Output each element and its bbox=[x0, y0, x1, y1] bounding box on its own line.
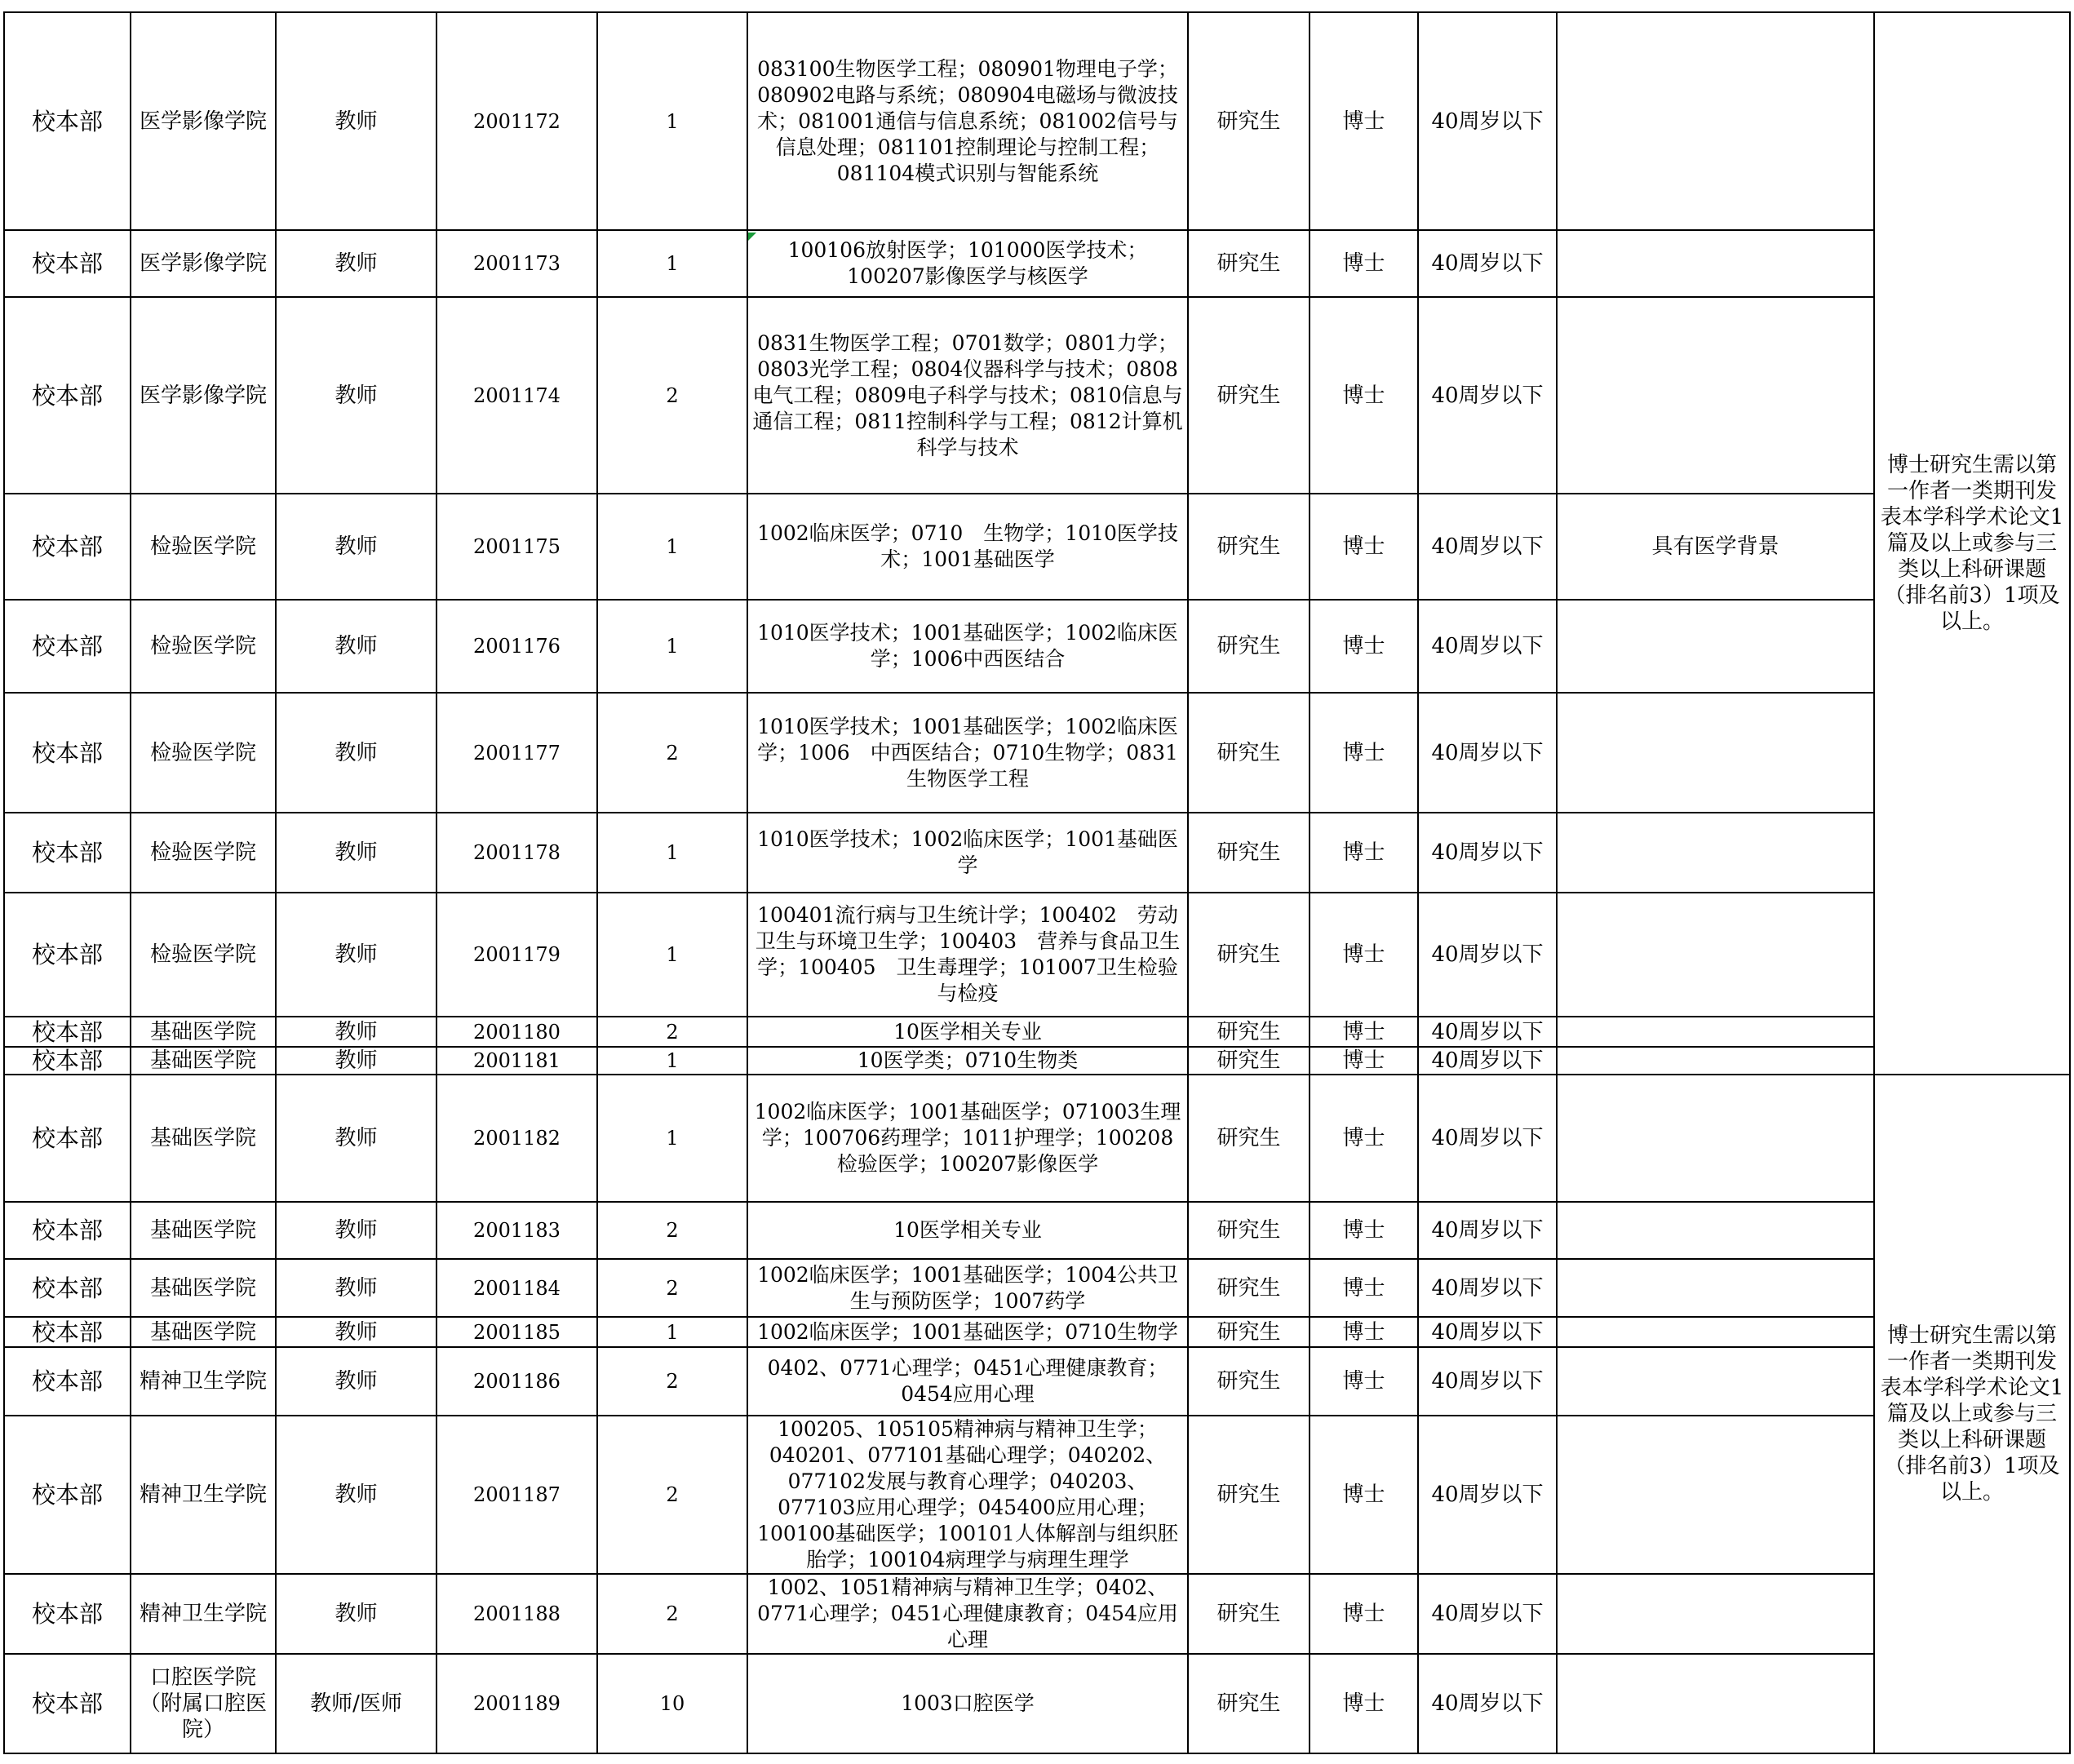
position-cell: 教师 bbox=[276, 12, 437, 230]
headcount-cell: 2 bbox=[597, 693, 747, 813]
table-row bbox=[4, 1654, 2070, 1753]
headcount-cell: 1 bbox=[597, 893, 747, 1017]
degree-cell: 博士 bbox=[1310, 1317, 1418, 1347]
campus-cell: 校本部 bbox=[4, 1574, 131, 1654]
degree-cell: 博士 bbox=[1310, 230, 1418, 297]
campus-cell: 校本部 bbox=[4, 1075, 131, 1202]
major-cell: 100205、105105精神病与精神卫生学；040201、077101基础心理学；040202、077102发展与教育心理学；040203、077103应用心理学；045400应用心理；100100基础医学；100101人体解剖与组织胚胎学；100104病理学与病理生理学 bbox=[747, 1416, 1188, 1574]
other-requirement-cell bbox=[1557, 1574, 1874, 1654]
other-requirement-cell bbox=[1557, 1075, 1874, 1202]
position-cell: 教师 bbox=[276, 1416, 437, 1574]
position-cell: 教师 bbox=[276, 813, 437, 893]
headcount-cell: 1 bbox=[597, 230, 747, 297]
age-cell: 40周岁以下 bbox=[1418, 297, 1557, 494]
table-row bbox=[4, 12, 2070, 230]
headcount-cell: 2 bbox=[597, 1259, 747, 1317]
recruitment-table bbox=[3, 11, 2071, 1754]
degree-cell: 博士 bbox=[1310, 1202, 1418, 1259]
campus-cell: 校本部 bbox=[4, 494, 131, 600]
age-cell: 40周岁以下 bbox=[1418, 693, 1557, 813]
headcount-cell: 1 bbox=[597, 12, 747, 230]
other-requirement-cell bbox=[1557, 1654, 1874, 1753]
table-row bbox=[4, 297, 2070, 494]
age-cell: 40周岁以下 bbox=[1418, 893, 1557, 1017]
other-requirement-cell bbox=[1557, 12, 1874, 230]
job-code-cell: 2001182 bbox=[437, 1075, 597, 1202]
position-cell: 教师 bbox=[276, 693, 437, 813]
degree-cell: 博士 bbox=[1310, 12, 1418, 230]
education-cell: 研究生 bbox=[1188, 1075, 1310, 1202]
publication-requirement-note: 博士研究生需以第一作者一类期刊发表本学科学术论文1篇及以上或参与三类以上科研课题（排名前3）1项及以上。 bbox=[1874, 12, 2070, 1075]
college-cell: 检验医学院 bbox=[131, 600, 276, 693]
headcount-cell: 1 bbox=[597, 1317, 747, 1347]
college-cell: 检验医学院 bbox=[131, 893, 276, 1017]
position-cell: 教师 bbox=[276, 1259, 437, 1317]
job-code-cell: 2001174 bbox=[437, 297, 597, 494]
degree-cell: 博士 bbox=[1310, 1259, 1418, 1317]
college-cell: 检验医学院 bbox=[131, 494, 276, 600]
college-cell: 基础医学院 bbox=[131, 1259, 276, 1317]
college-cell: 检验医学院 bbox=[131, 693, 276, 813]
headcount-cell: 2 bbox=[597, 1017, 747, 1047]
table-row bbox=[4, 1317, 2070, 1347]
degree-cell: 博士 bbox=[1310, 297, 1418, 494]
major-cell: 1010医学技术；1001基础医学；1002临床医学；1006中西医结合 bbox=[747, 600, 1188, 693]
age-cell: 40周岁以下 bbox=[1418, 600, 1557, 693]
degree-cell: 博士 bbox=[1310, 693, 1418, 813]
degree-cell: 博士 bbox=[1310, 1654, 1418, 1753]
position-cell: 教师 bbox=[276, 600, 437, 693]
major-cell: 083100生物医学工程；080901物理电子学；080902电路与系统；080904电磁场与微波技术；081001通信与信息系统；081002信号与信息处理；081101控制理论与控制工程；081104模式识别与智能系统 bbox=[747, 12, 1188, 230]
education-cell: 研究生 bbox=[1188, 230, 1310, 297]
other-requirement-cell bbox=[1557, 813, 1874, 893]
major-cell: 1010医学技术；1002临床医学；1001基础医学 bbox=[747, 813, 1188, 893]
college-cell: 精神卫生学院 bbox=[131, 1347, 276, 1416]
education-cell: 研究生 bbox=[1188, 600, 1310, 693]
table-row bbox=[4, 1047, 2070, 1075]
headcount-cell: 2 bbox=[597, 1347, 747, 1416]
headcount-cell: 1 bbox=[597, 1075, 747, 1202]
degree-cell: 博士 bbox=[1310, 1017, 1418, 1047]
headcount-cell: 1 bbox=[597, 813, 747, 893]
college-cell: 基础医学院 bbox=[131, 1047, 276, 1075]
position-cell: 教师 bbox=[276, 1075, 437, 1202]
headcount-cell: 1 bbox=[597, 1047, 747, 1075]
table-row bbox=[4, 230, 2070, 297]
major-cell: 0831生物医学工程；0701数学；0801力学；0803光学工程；0804仪器科学与技术；0808电气工程；0809电子科学与技术；0810信息与通信工程；0811控制科学与工程；0812计算机科学与技术 bbox=[747, 297, 1188, 494]
headcount-cell: 2 bbox=[597, 1202, 747, 1259]
college-cell: 精神卫生学院 bbox=[131, 1416, 276, 1574]
age-cell: 40周岁以下 bbox=[1418, 1317, 1557, 1347]
other-requirement-cell bbox=[1557, 893, 1874, 1017]
job-code-cell: 2001173 bbox=[437, 230, 597, 297]
publication-requirement-note: 博士研究生需以第一作者一类期刊发表本学科学术论文1篇及以上或参与三类以上科研课题（排名前3）1项及以上。 bbox=[1874, 1075, 2070, 1753]
education-cell: 研究生 bbox=[1188, 1259, 1310, 1317]
campus-cell: 校本部 bbox=[4, 1317, 131, 1347]
campus-cell: 校本部 bbox=[4, 1047, 131, 1075]
college-cell: 基础医学院 bbox=[131, 1202, 276, 1259]
other-requirement-cell bbox=[1557, 297, 1874, 494]
headcount-cell: 1 bbox=[597, 494, 747, 600]
major-cell: 100106放射医学；101000医学技术；100207影像医学与核医学 bbox=[747, 230, 1188, 297]
college-cell: 基础医学院 bbox=[131, 1017, 276, 1047]
education-cell: 研究生 bbox=[1188, 1017, 1310, 1047]
age-cell: 40周岁以下 bbox=[1418, 1017, 1557, 1047]
education-cell: 研究生 bbox=[1188, 813, 1310, 893]
age-cell: 40周岁以下 bbox=[1418, 12, 1557, 230]
headcount-cell: 1 bbox=[597, 600, 747, 693]
education-cell: 研究生 bbox=[1188, 893, 1310, 1017]
other-requirement-cell bbox=[1557, 1017, 1874, 1047]
education-cell: 研究生 bbox=[1188, 1654, 1310, 1753]
cell-comment-marker bbox=[748, 233, 756, 241]
table-row bbox=[4, 893, 2070, 1017]
education-cell: 研究生 bbox=[1188, 1317, 1310, 1347]
major-cell: 1002临床医学；1001基础医学；1004公共卫生与预防医学；1007药学 bbox=[747, 1259, 1188, 1317]
table-row bbox=[4, 1347, 2070, 1416]
major-cell: 10医学相关专业 bbox=[747, 1017, 1188, 1047]
degree-cell: 博士 bbox=[1310, 1416, 1418, 1574]
job-code-cell: 2001180 bbox=[437, 1017, 597, 1047]
position-cell: 教师 bbox=[276, 1317, 437, 1347]
major-cell: 10医学相关专业 bbox=[747, 1202, 1188, 1259]
headcount-cell: 2 bbox=[597, 1416, 747, 1574]
college-cell: 基础医学院 bbox=[131, 1075, 276, 1202]
job-code-cell: 2001186 bbox=[437, 1347, 597, 1416]
age-cell: 40周岁以下 bbox=[1418, 1416, 1557, 1574]
campus-cell: 校本部 bbox=[4, 1347, 131, 1416]
job-code-cell: 2001184 bbox=[437, 1259, 597, 1317]
headcount-cell: 2 bbox=[597, 297, 747, 494]
college-cell: 口腔医学院（附属口腔医院） bbox=[131, 1654, 276, 1753]
table-row bbox=[4, 1259, 2070, 1317]
campus-cell: 校本部 bbox=[4, 1654, 131, 1753]
other-requirement-cell bbox=[1557, 1047, 1874, 1075]
campus-cell: 校本部 bbox=[4, 893, 131, 1017]
job-code-cell: 2001187 bbox=[437, 1416, 597, 1574]
major-cell: 1002、1051精神病与精神卫生学；0402、0771心理学；0451心理健康教育；0454应用心理 bbox=[747, 1574, 1188, 1654]
age-cell: 40周岁以下 bbox=[1418, 1347, 1557, 1416]
headcount-cell: 10 bbox=[597, 1654, 747, 1753]
education-cell: 研究生 bbox=[1188, 1047, 1310, 1075]
job-code-cell: 2001172 bbox=[437, 12, 597, 230]
table-row bbox=[4, 1202, 2070, 1259]
education-cell: 研究生 bbox=[1188, 693, 1310, 813]
table-row bbox=[4, 813, 2070, 893]
table-row bbox=[4, 693, 2070, 813]
table-body bbox=[4, 12, 2070, 1753]
degree-cell: 博士 bbox=[1310, 1574, 1418, 1654]
table-row bbox=[4, 600, 2070, 693]
education-cell: 研究生 bbox=[1188, 297, 1310, 494]
age-cell: 40周岁以下 bbox=[1418, 1654, 1557, 1753]
job-code-cell: 2001183 bbox=[437, 1202, 597, 1259]
degree-cell: 博士 bbox=[1310, 813, 1418, 893]
age-cell: 40周岁以下 bbox=[1418, 494, 1557, 600]
other-requirement-cell bbox=[1557, 600, 1874, 693]
job-code-cell: 2001179 bbox=[437, 893, 597, 1017]
other-requirement-cell bbox=[1557, 1416, 1874, 1574]
degree-cell: 博士 bbox=[1310, 1347, 1418, 1416]
major-cell: 1003口腔医学 bbox=[747, 1654, 1188, 1753]
job-code-cell: 2001188 bbox=[437, 1574, 597, 1654]
college-cell: 检验医学院 bbox=[131, 813, 276, 893]
campus-cell: 校本部 bbox=[4, 1202, 131, 1259]
college-cell: 医学影像学院 bbox=[131, 12, 276, 230]
job-code-cell: 2001175 bbox=[437, 494, 597, 600]
other-requirement-cell: 具有医学背景 bbox=[1557, 494, 1874, 600]
table-row bbox=[4, 1017, 2070, 1047]
other-requirement-cell bbox=[1557, 1202, 1874, 1259]
age-cell: 40周岁以下 bbox=[1418, 230, 1557, 297]
degree-cell: 博士 bbox=[1310, 600, 1418, 693]
age-cell: 40周岁以下 bbox=[1418, 1574, 1557, 1654]
major-cell: 100401流行病与卫生统计学；100402 劳动卫生与环境卫生学；100403 营养与食品卫生学；100405 卫生毒理学；101007卫生检验与检疫 bbox=[747, 893, 1188, 1017]
position-cell: 教师 bbox=[276, 1202, 437, 1259]
college-cell: 医学影像学院 bbox=[131, 230, 276, 297]
college-cell: 精神卫生学院 bbox=[131, 1574, 276, 1654]
college-cell: 医学影像学院 bbox=[131, 297, 276, 494]
table-row bbox=[4, 1075, 2070, 1202]
education-cell: 研究生 bbox=[1188, 494, 1310, 600]
table-row bbox=[4, 1416, 2070, 1574]
degree-cell: 博士 bbox=[1310, 1047, 1418, 1075]
job-code-cell: 2001178 bbox=[437, 813, 597, 893]
age-cell: 40周岁以下 bbox=[1418, 813, 1557, 893]
position-cell: 教师 bbox=[276, 1574, 437, 1654]
other-requirement-cell bbox=[1557, 1317, 1874, 1347]
age-cell: 40周岁以下 bbox=[1418, 1259, 1557, 1317]
position-cell: 教师 bbox=[276, 297, 437, 494]
position-cell: 教师 bbox=[276, 494, 437, 600]
other-requirement-cell bbox=[1557, 1259, 1874, 1317]
table-row bbox=[4, 1574, 2070, 1654]
campus-cell: 校本部 bbox=[4, 1017, 131, 1047]
position-cell: 教师 bbox=[276, 1047, 437, 1075]
position-cell: 教师 bbox=[276, 1347, 437, 1416]
position-cell: 教师 bbox=[276, 230, 437, 297]
degree-cell: 博士 bbox=[1310, 1075, 1418, 1202]
age-cell: 40周岁以下 bbox=[1418, 1047, 1557, 1075]
other-requirement-cell bbox=[1557, 1347, 1874, 1416]
job-code-cell: 2001185 bbox=[437, 1317, 597, 1347]
other-requirement-cell bbox=[1557, 693, 1874, 813]
position-cell: 教师 bbox=[276, 893, 437, 1017]
education-cell: 研究生 bbox=[1188, 1347, 1310, 1416]
job-code-cell: 2001177 bbox=[437, 693, 597, 813]
campus-cell: 校本部 bbox=[4, 1416, 131, 1574]
degree-cell: 博士 bbox=[1310, 893, 1418, 1017]
campus-cell: 校本部 bbox=[4, 297, 131, 494]
major-cell: 10医学类；0710生物类 bbox=[747, 1047, 1188, 1075]
education-cell: 研究生 bbox=[1188, 1574, 1310, 1654]
campus-cell: 校本部 bbox=[4, 1259, 131, 1317]
campus-cell: 校本部 bbox=[4, 693, 131, 813]
job-code-cell: 2001189 bbox=[437, 1654, 597, 1753]
job-code-cell: 2001176 bbox=[437, 600, 597, 693]
education-cell: 研究生 bbox=[1188, 1416, 1310, 1574]
age-cell: 40周岁以下 bbox=[1418, 1075, 1557, 1202]
campus-cell: 校本部 bbox=[4, 230, 131, 297]
major-cell: 1002临床医学；1001基础医学；071003生理学；100706药理学；1011护理学；100208检验医学；100207影像医学 bbox=[747, 1075, 1188, 1202]
degree-cell: 博士 bbox=[1310, 494, 1418, 600]
age-cell: 40周岁以下 bbox=[1418, 1202, 1557, 1259]
table-row bbox=[4, 494, 2070, 600]
job-code-cell: 2001181 bbox=[437, 1047, 597, 1075]
college-cell: 基础医学院 bbox=[131, 1317, 276, 1347]
major-cell: 1002临床医学；1001基础医学；0710生物学 bbox=[747, 1317, 1188, 1347]
major-cell: 0402、0771心理学；0451心理健康教育；0454应用心理 bbox=[747, 1347, 1188, 1416]
other-requirement-cell bbox=[1557, 230, 1874, 297]
campus-cell: 校本部 bbox=[4, 12, 131, 230]
campus-cell: 校本部 bbox=[4, 600, 131, 693]
position-cell: 教师/医师 bbox=[276, 1654, 437, 1753]
major-cell: 1010医学技术；1001基础医学；1002临床医学；1006 中西医结合；0710生物学；0831生物医学工程 bbox=[747, 693, 1188, 813]
education-cell: 研究生 bbox=[1188, 12, 1310, 230]
major-cell: 1002临床医学；0710 生物学；1010医学技术；1001基础医学 bbox=[747, 494, 1188, 600]
position-cell: 教师 bbox=[276, 1017, 437, 1047]
headcount-cell: 2 bbox=[597, 1574, 747, 1654]
education-cell: 研究生 bbox=[1188, 1202, 1310, 1259]
campus-cell: 校本部 bbox=[4, 813, 131, 893]
